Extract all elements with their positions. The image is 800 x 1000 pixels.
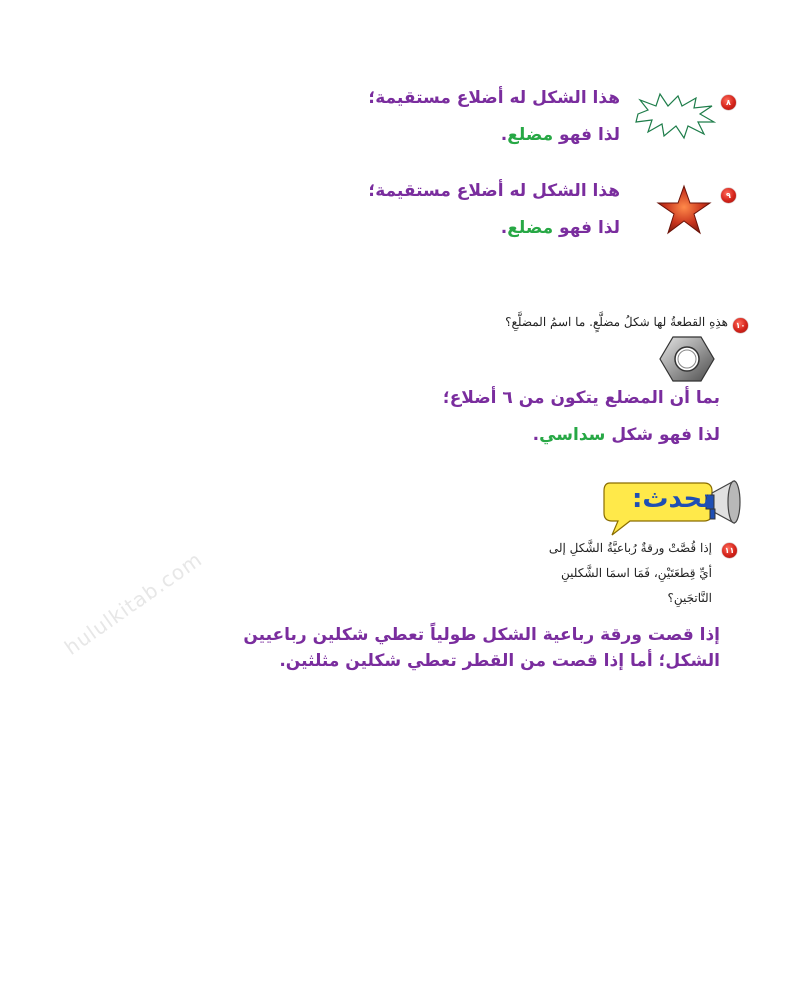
- talk-label: تحدث:: [631, 484, 712, 514]
- q8-answer-line1: هذا الشكل له أضلاع مستقيمة؛: [368, 88, 620, 108]
- q8-line2-prefix: لذا فهو: [559, 125, 620, 145]
- q9-answer-line1: هذا الشكل له أضلاع مستقيمة؛: [368, 181, 620, 201]
- q9-answer-line2: [501, 218, 620, 238]
- q10-line2-prefix: لذا فهو شكل: [611, 425, 720, 445]
- q10-answer-highlight: سداسي: [539, 425, 606, 445]
- q10-answer-line1: بما أن المضلع يتكون من ٦ أضلاع؛: [442, 388, 720, 408]
- burst-shape-icon: [634, 92, 716, 140]
- star-shape-icon: [656, 184, 712, 236]
- q9-answer-highlight: مضلع: [507, 218, 554, 238]
- q9-line2-prefix: لذا فهو: [559, 218, 620, 238]
- q10-question: هذِهِ القطعةُ لها شكلُ مضلَّعٍ. ما اسمُ المضلَّعِ؟: [505, 315, 728, 329]
- talk-answer-line1: إذا قصت ورقة رباعية الشكل طولياً تعطي شكلين رباعيين: [243, 625, 720, 645]
- talk-question-line3: النَّاتجَينِ؟: [667, 591, 712, 605]
- question-10-badge: ١٠: [733, 318, 748, 333]
- talk-question-line2: أيِّ قِطعَتَيْنِ، فَمَا اسمَا الشَّكلينِ: [561, 566, 712, 580]
- q8-answer-line2: [501, 125, 620, 145]
- talk-question-line1: إذا قُصَّتْ ورقةٌ رُباعيَّةُ الشَّكلِ إلى: [548, 541, 712, 555]
- q8-line2-end: .: [500, 125, 508, 145]
- question-11-badge: ١١: [722, 543, 737, 558]
- q9-line2-end: .: [500, 218, 508, 238]
- question-9-badge: ٩: [721, 188, 736, 203]
- watermark: hululkitab.com: [60, 546, 207, 660]
- q8-answer-highlight: مضلع: [507, 125, 554, 145]
- talk-answer-line2: الشكل؛ أما إذا قصت من القطر تعطي شكلين مثلثين.: [279, 651, 720, 671]
- question-8-badge: ٨: [721, 95, 736, 110]
- hex-nut-icon: [658, 334, 716, 384]
- q10-answer-line2: [533, 425, 720, 445]
- q10-line2-end: .: [532, 425, 540, 445]
